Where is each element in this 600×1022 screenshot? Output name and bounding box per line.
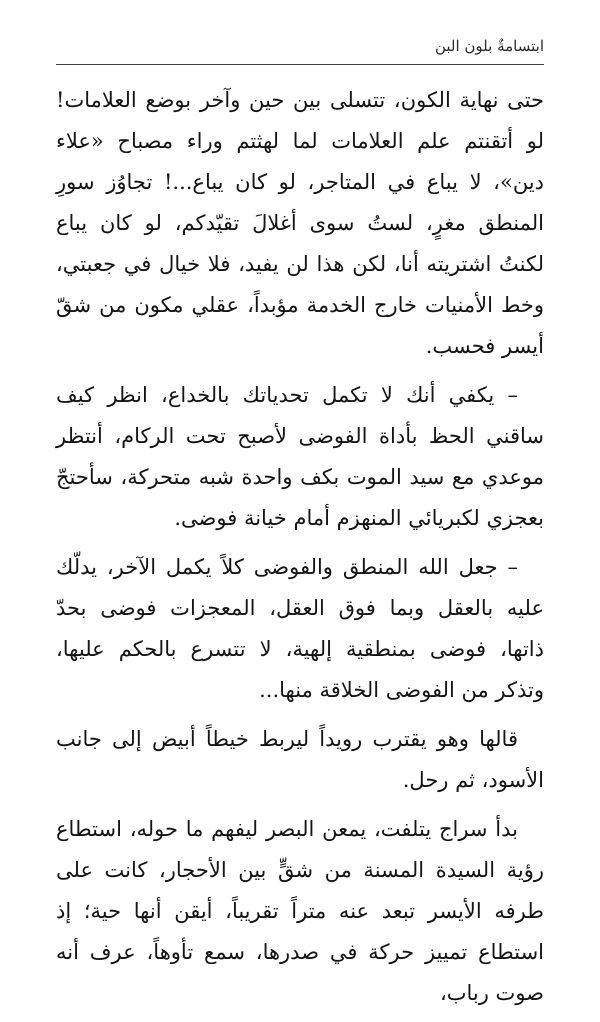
paragraph-5: بدأ سراج يتلفت، يمعن البصر ليفهم ما حوله، استطاع رؤية السيدة المسنة من شقٍّ بين الأحجار، كانت على طرفه الأيسر تبعد عنه متراً تقريباً، أيقن أنها حية؛ إذ استطاع تمييز حركة في صدرها، سمع تأوهاً، عرف أنه صوت رباب، xyxy=(56,817,544,1005)
running-header-title: ابتسامةٌ بلون البن xyxy=(434,37,544,55)
paragraph-2: – يكفي أنك لا تكمل تحدياتك بالخداع، انظر كيف ساقني الحظ بأداة الفوضى لأصبح تحت الركام، أنتظر موعدي مع سيد الموت بكف واحدة شبه متحركة، سأحتجّ بعجزي لكبريائي المنهزم أمام خيانة فوضى. xyxy=(56,383,544,530)
page-body xyxy=(56,80,544,1022)
paragraph-1: حتى نهاية الكون، تتسلى بين حين وآخر بوضع العلامات! لو أتقنتم علم العلامات لما لهثتم وراء مصباح «علاء دين»، لا يباع في المتاجر، لو كان يباع...! تجاوُز سورِ المنطق مغرٍ، لستُ سوى أغلالَ تقيّدكم، لو كان يباع لكنتُ اشتريته أنا، لكن هذا لن يفيد، فلا خيال في جعبتي، وخط الأمنيات خارج الخدمة مؤبداً، عقلي مكون من شقّ أيسر فحسب. xyxy=(56,88,544,358)
paragraph-3: – جعل الله المنطق والفوضى كلاً يكمل الآخر، يدلّك عليه بالعقل وبما فوق العقل، المعجزات فوضى بحدّ ذاتها، فوضى بمنطقية إلهية، لا تتسرع بالحكم عليها، وتذكر من الفوضى الخلاقة منها... xyxy=(56,555,545,702)
header-divider xyxy=(56,64,544,65)
paragraph-4: قالها وهو يقترب رويداً ليربط خيطاً أبيض إلى جانب الأسود، ثم رحل. xyxy=(56,727,544,792)
